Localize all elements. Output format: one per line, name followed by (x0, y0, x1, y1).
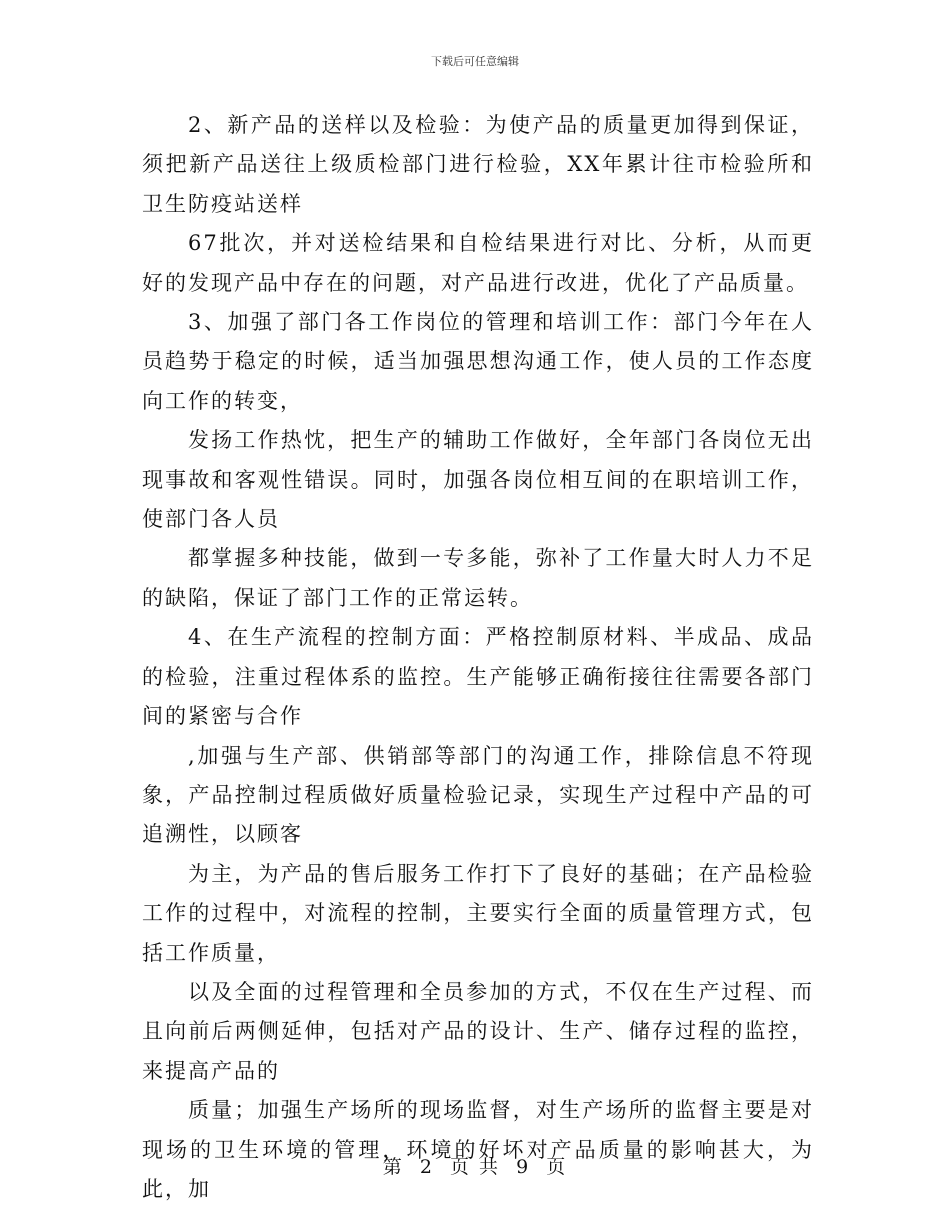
total-page-count: 9 (516, 1156, 531, 1178)
page-footer (0, 1152, 950, 1179)
paragraph: 为主，为产品的售后服务工作打下了良好的基础；在产品检验工作的过程中，对流程的控制，主要实行全面的质量管理方式，包括工作质量， (142, 861, 814, 965)
paragraph: 4、在生产流程的控制方面：严格控制原材料、半成品、成品的检验，注重过程体系的监控。生产能够正确衔接往往需要各部门间的紧密与合作 (142, 625, 814, 729)
paragraph: 2、新产品的送样以及检验：为使产品的质量更加得到保证，须把新产品送往上级质检部门进行检验，XX年累计往市检验所和卫生防疫站送样 (142, 113, 814, 216)
paragraph: 都掌握多种技能，做到一专多能，弥补了工作量大时人力不足的缺陷，保证了部门工作的正常运转。 (142, 546, 814, 610)
paragraph: 以及全面的过程管理和全员参加的方式，不仅在生产过程、而且向前后两侧延伸，包括对产品的设计、生产、储存过程的监控，来提高产品的 (142, 979, 814, 1083)
current-page-number: 2 (419, 1156, 434, 1178)
paragraph: ,加强与生产部、供销部等部门的沟通工作，排除信息不符现象，产品控制过程质做好质量检验记录，实现生产过程中产品的可追溯性，以顾客 (142, 743, 814, 847)
footer-middle: 页 共 (449, 1156, 501, 1178)
paragraph: 发扬工作热忱，把生产的辅助工作做好，全年部门各岗位无出现事故和客观性错误。同时，加强各岗位相互间的在职培训工作，使部门各人员 (142, 428, 814, 532)
footer-suffix: 页 (546, 1156, 568, 1178)
paragraph: 质量；加强生产场所的现场监督，对生产场所的监督主要是对现场的卫生环境的管理，环境的好坏对产品质量的影响甚大，为此，加 (142, 1098, 814, 1201)
paragraph: 67批次，并对送检结果和自检结果进行对比、分析，从而更好的发现产品中存在的问题，对产品进行改进，优化了产品质量。 (142, 231, 814, 295)
page-header-note: 下载后可任意编辑 (431, 55, 519, 68)
footer-prefix: 第 (382, 1156, 404, 1178)
document-body (142, 106, 814, 1209)
paragraph: 3、加强了部门各工作岗位的管理和培训工作：部门今年在人员趋势于稳定的时候，适当加强思想沟通工作，使人员的工作态度向工作的转变， (142, 310, 814, 413)
